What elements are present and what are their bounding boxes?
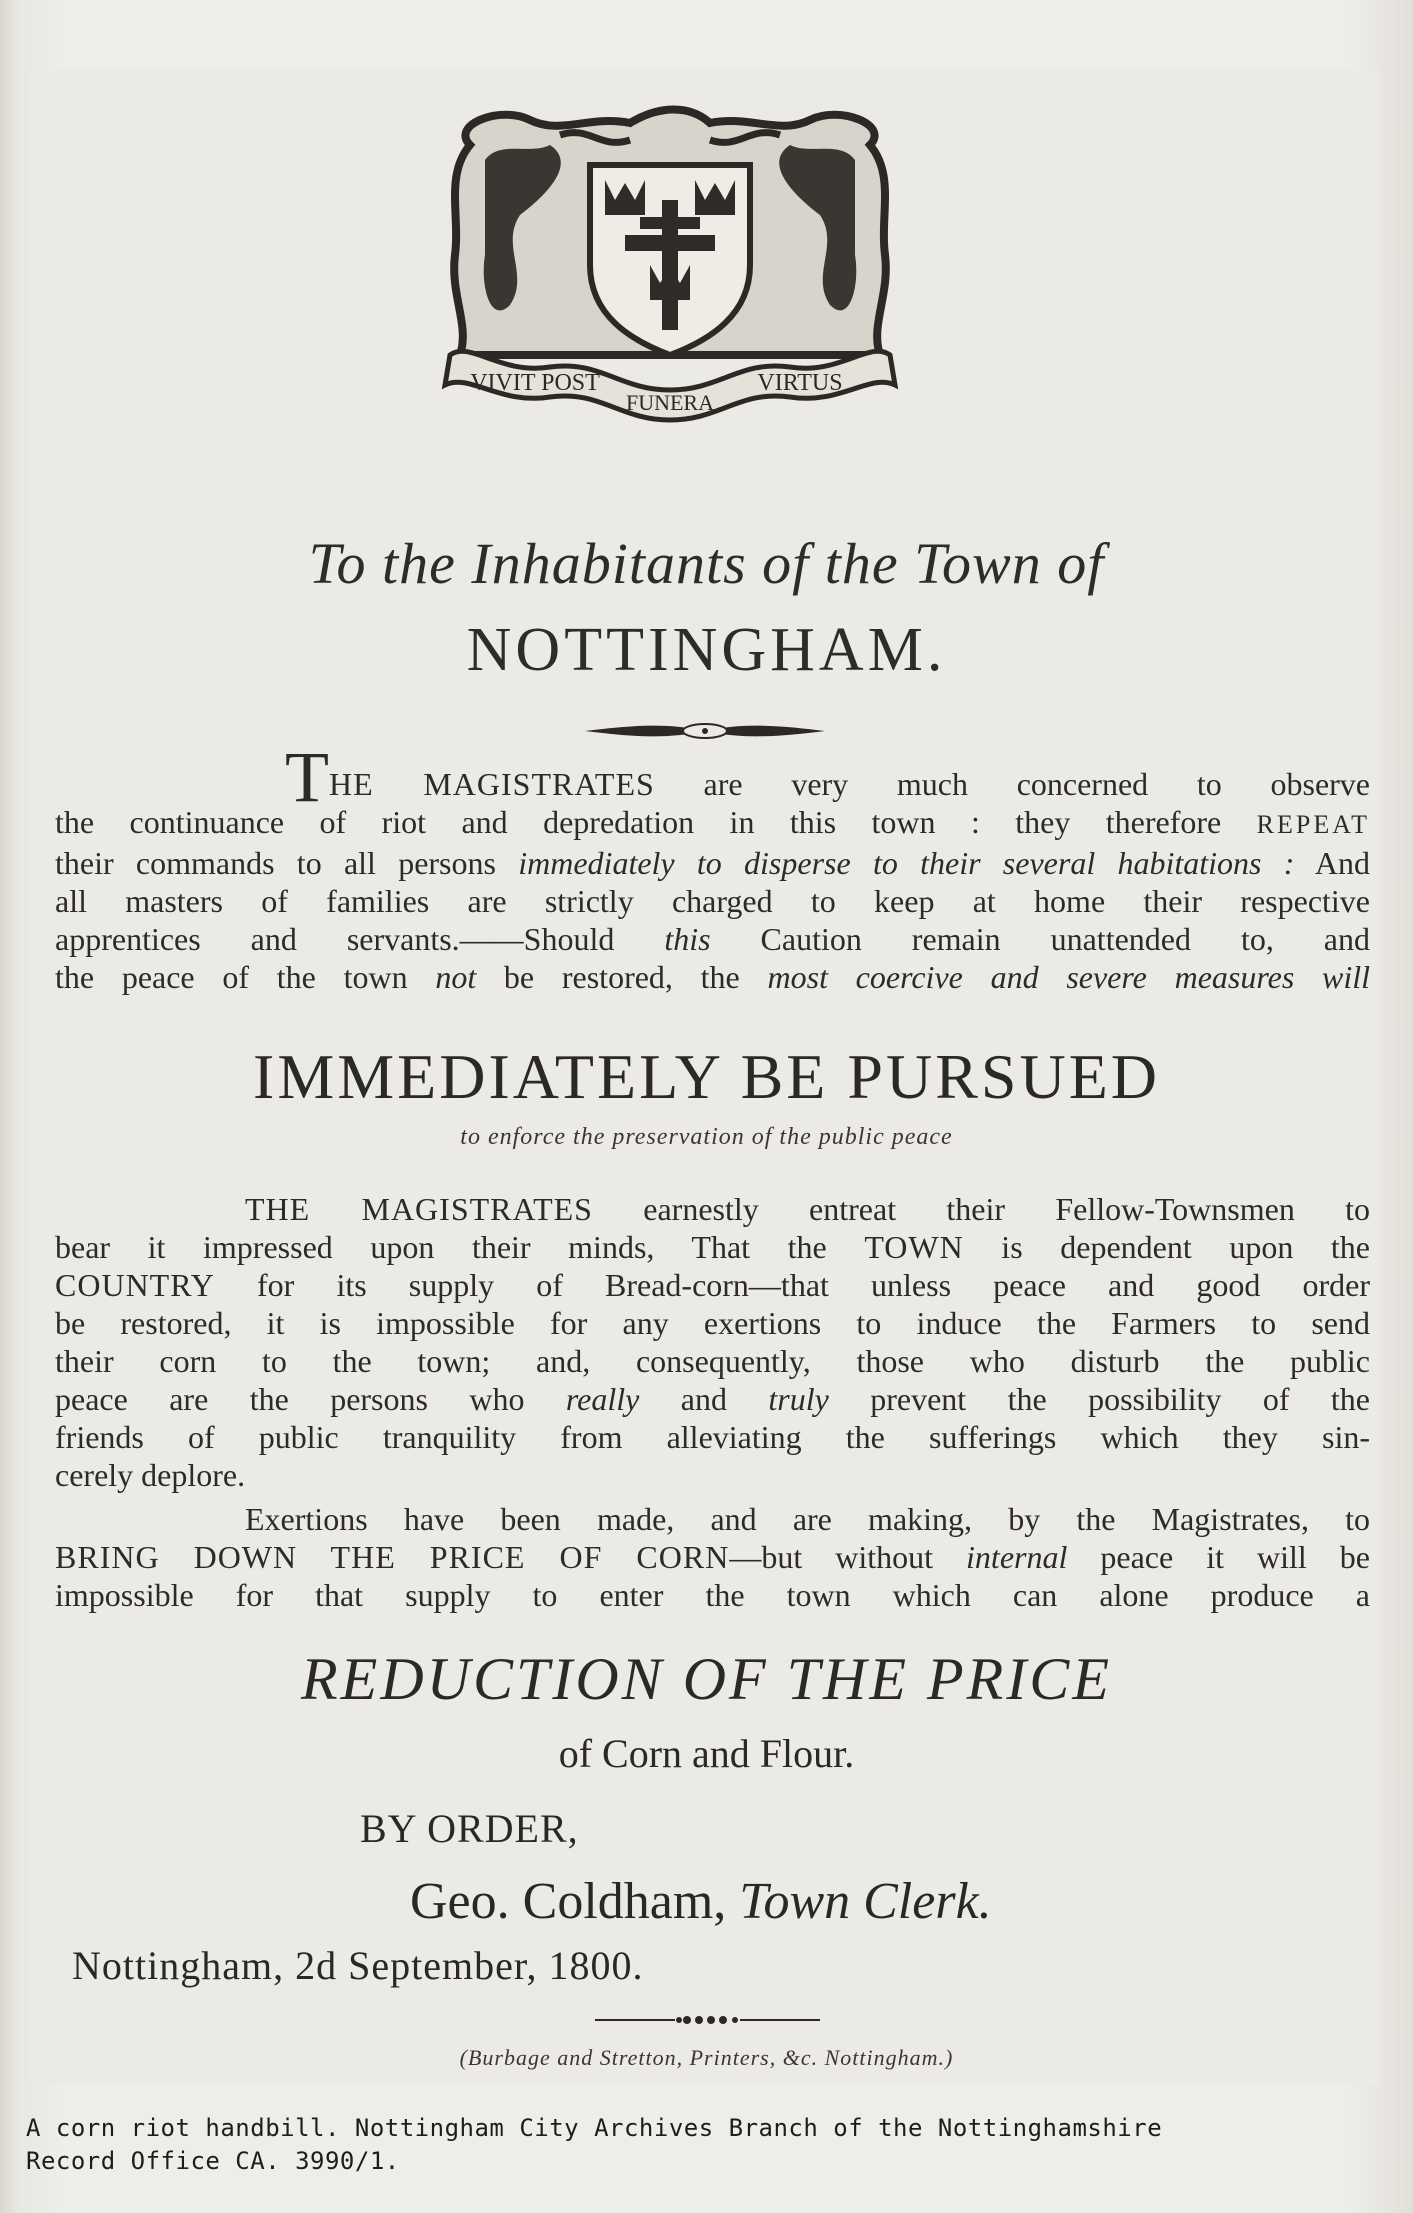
figure-caption — [26, 2112, 1406, 2178]
drop-cap-letter: T — [285, 737, 329, 817]
para2-line-1: THE MAGISTRATES earnestly entreat their Fellow-Townsmen to — [245, 1191, 1371, 1227]
heading-nottingham: NOTTINGHAM. — [466, 616, 947, 684]
paragraph-entreaty — [55, 1190, 1370, 1494]
signature-town-clerk — [410, 1872, 992, 1931]
dateline: Nottingham, 2d September, 1800. — [72, 1943, 644, 1988]
by-order-label: BY ORDER, — [360, 1806, 579, 1851]
subline-corn-flour: of Corn and Flour. — [558, 1731, 855, 1776]
seal-motto-right: VIRTUS — [757, 370, 843, 396]
para3-line-1: Exertions have been made, and are making, by the Magistrates, to — [245, 1501, 1370, 1537]
seal-motto-left: VIVIT POST — [470, 370, 600, 396]
para2-line-6: peace are the persons who really and truly prevent the possibility of the — [55, 1381, 1371, 1417]
para2-line-4: be restored, it is impossible for any exertions to induce the Farmers to send — [55, 1305, 1370, 1341]
caption-line-1: A corn riot handbill. Nottingham City Archives Branch of the Nottinghamshire — [26, 2114, 1163, 2142]
para2-line-8: cerely deplore. — [55, 1457, 246, 1493]
caption-line-2: Record Office CA. 3990/1. — [26, 2147, 400, 2175]
coat-of-arms-icon — [440, 105, 900, 425]
seal-motto-center: FUNERA — [625, 390, 715, 415]
para1-line-5: apprentices and servants.——Should this Caution remain unattended to, and — [55, 921, 1371, 957]
para3-line-2: BRING DOWN THE PRICE OF CORN—but without internal peace it will be — [55, 1539, 1371, 1575]
para2-line-3: COUNTRY for its supply of Bread-corn—that unless peace and good order — [55, 1267, 1370, 1303]
para1-line-4: all masters of families are strictly charged to keep at home their respective — [55, 883, 1370, 919]
para1-line-1: THE MAGISTRATES are very much concerned to observe — [285, 737, 1371, 817]
heading-inhabitants: To the Inhabitants of the Town of — [308, 531, 1105, 596]
footer-ornament-icon — [595, 2010, 820, 2030]
subline-enforce-peace: to enforce the preservation of the public peace — [460, 1124, 953, 1150]
para2-line-5: their corn to the town; and, consequently, those who disturb the public — [55, 1343, 1370, 1379]
paragraph-magistrates-notice — [55, 737, 1371, 996]
paragraph-exertions — [55, 1500, 1370, 1614]
para1-line-2: the continuance of riot and depredation in this town : they therefore REPEAT — [55, 804, 1370, 840]
para3-line-3: impossible for that supply to enter the town which can alone produce a — [55, 1577, 1370, 1613]
headline-immediately-pursued: IMMEDIATELY BE PURSUED — [253, 1041, 1160, 1112]
clerk-title: Town Clerk. — [739, 1873, 992, 1930]
para2-line-7: friends of public tranquility from alleviating the sufferings which they sin- — [55, 1419, 1370, 1455]
nottingham-coat-of-arms — [440, 105, 900, 425]
para1-line-3: their commands to all persons immediately to disperse to their several habitations : And — [55, 845, 1371, 881]
headline-reduction-price: REDUCTION OF THE PRICE — [301, 1646, 1112, 1712]
printers-imprint: (Burbage and Stretton, Printers, &c. Nottingham.) — [459, 2045, 954, 2070]
para2-line-2: bear it impressed upon their minds, That the TOWN is dependent upon the — [55, 1229, 1371, 1265]
para1-line-6: the peace of the town not be restored, the most coercive and severe measures will — [55, 959, 1371, 995]
divider-ornament-icon — [585, 718, 825, 744]
clerk-name: Geo. Coldham, — [410, 1873, 727, 1930]
